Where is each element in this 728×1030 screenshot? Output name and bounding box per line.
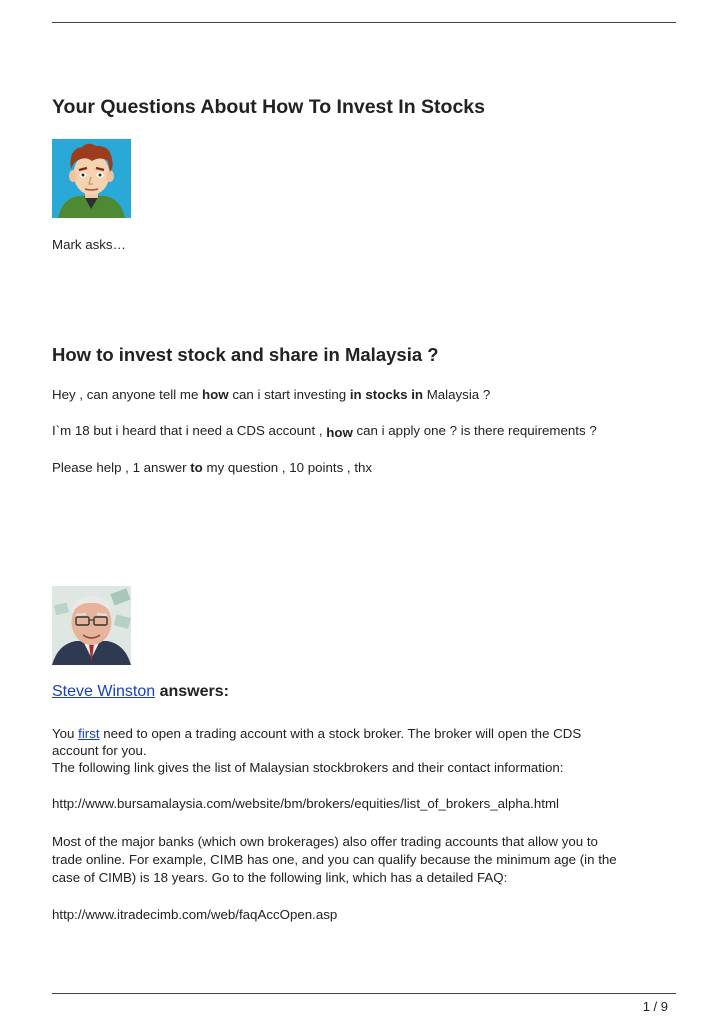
answer-p2-line-2: trade online. For example, CIMB has one, and you can qualify because the minimum age (in the	[52, 852, 617, 867]
bold-keyword: in stocks in	[349, 387, 424, 402]
bold-keyword: how	[326, 425, 353, 440]
answer-p2-line-1: Most of the major banks (which own brokerages) also offer trading accounts that allow you to	[52, 834, 598, 849]
text-span: Hey , can anyone tell me	[52, 387, 203, 402]
text-span: Malaysia ?	[423, 387, 491, 402]
answer-p2-line-3: case of CIMB) is 18 years. Go to the following link, which has a detailed FAQ:	[52, 870, 508, 885]
question-line-2	[52, 422, 597, 439]
question-heading: How to invest stock and share in Malaysia ?	[52, 344, 439, 365]
answer-line-1	[52, 725, 581, 742]
bold-keyword: how	[202, 387, 229, 402]
question-line-1	[52, 386, 490, 403]
top-rule	[52, 22, 676, 23]
asker-avatar	[52, 139, 131, 218]
author-link[interactable]: Steve Winston	[52, 683, 156, 700]
answerer-avatar	[52, 586, 131, 665]
text-span: my question , 10 points , thx	[202, 460, 373, 475]
answers-label: answers:	[159, 683, 229, 700]
answer-line-2: account for you.	[52, 743, 147, 758]
question-line-3	[52, 459, 372, 476]
cimb-url-text: http://www.itradecimb.com/web/faqAccOpen.asp	[52, 907, 338, 922]
text-span: Please help , 1 answer	[52, 460, 191, 475]
text-span: can i apply one ? is there requirements ?	[352, 423, 597, 438]
cartoon-avatar-icon	[52, 139, 131, 218]
bursa-url-text: http://www.bursamalaysia.com/website/bm/brokers/equities/list_of_brokers_alpha.html	[52, 796, 559, 811]
page-title: Your Questions About How To Invest In Stocks	[52, 96, 485, 118]
first-link[interactable]: first	[78, 726, 100, 741]
page-number: 1 / 9	[642, 999, 668, 1014]
text-span: can i start investing	[228, 387, 350, 402]
text-span: You	[52, 726, 79, 741]
asker-label: Mark asks…	[52, 237, 126, 252]
bold-keyword: to	[190, 460, 203, 475]
text-span: need to open a trading account with a stock broker. The broker will open the CDS	[99, 726, 582, 741]
answer-line-3: The following link gives the list of Malaysian stockbrokers and their contact information:	[52, 760, 564, 775]
person-photo-icon	[52, 586, 131, 665]
bottom-rule	[52, 993, 676, 994]
answer-heading	[52, 683, 229, 701]
text-span: I`m 18 but i heard that i need a CDS account ,	[52, 423, 327, 438]
